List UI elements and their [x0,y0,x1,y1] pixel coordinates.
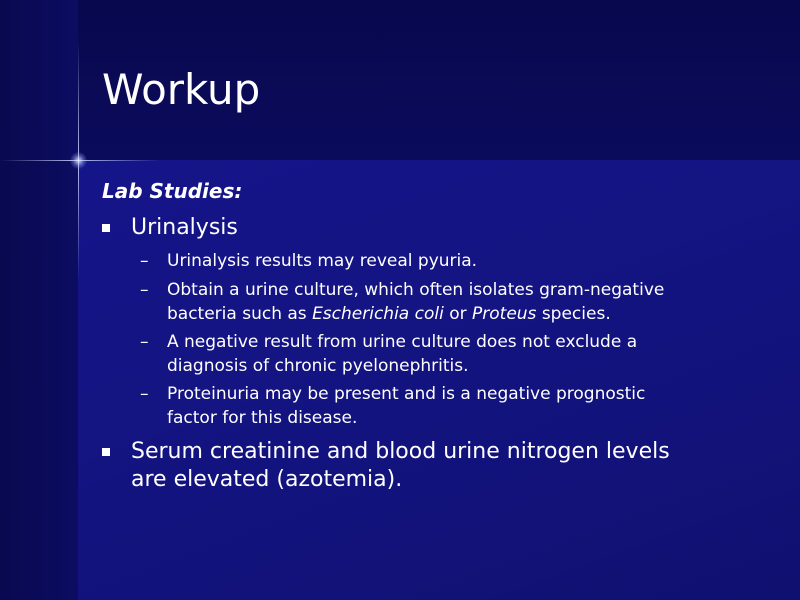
left-band [0,0,78,600]
bullet-item-serum-creatinine [102,438,762,494]
italic-species-name: Escherichia coli [312,304,444,324]
sub-bullet-text [167,278,760,326]
square-bullet-icon [102,224,110,232]
sub-bullet-line: factor for this disease. [167,408,358,428]
sub-bullet-line: species. [536,304,611,324]
dash-bullet-icon: – [140,280,149,300]
sub-bullet-line: A negative result from urine culture does not exclude a [167,332,638,352]
sub-bullet-item [140,330,760,378]
bullet-text [131,438,762,494]
slide-title: Workup [102,65,261,114]
sub-bullet-item [140,278,760,326]
dash-bullet-icon: – [140,384,149,404]
italic-species-name: Proteus [472,304,537,324]
subheading-lab-studies: Lab Studies: [102,179,243,203]
sub-bullet-text [167,382,760,430]
dash-bullet-icon: – [140,332,149,352]
sub-bullet-text: Urinalysis results may reveal pyuria. [167,251,478,271]
sparkle-icon [70,152,87,169]
sub-bullet-line: bacteria such as [167,304,313,324]
sub-bullet-line: diagnosis of chronic pyelonephritis. [167,356,469,376]
sub-bullet-text [167,330,760,378]
square-bullet-icon [102,448,110,456]
dash-bullet-icon: – [140,251,149,271]
bullet-item-urinalysis [102,214,762,242]
sub-bullet-line: or [443,304,473,324]
sub-bullet-item [140,249,760,273]
sub-bullet-item [140,382,760,430]
bullet-line: are elevated (azotemia). [131,467,403,492]
sub-bullet-line: Obtain a urine culture, which often isolates gram-negative [167,280,665,300]
sub-bullet-line: Proteinuria may be present and is a negative prognostic [167,384,646,404]
bullet-line: Serum creatinine and blood urine nitrogen levels [131,439,670,464]
bullet-text: Urinalysis [131,215,238,240]
